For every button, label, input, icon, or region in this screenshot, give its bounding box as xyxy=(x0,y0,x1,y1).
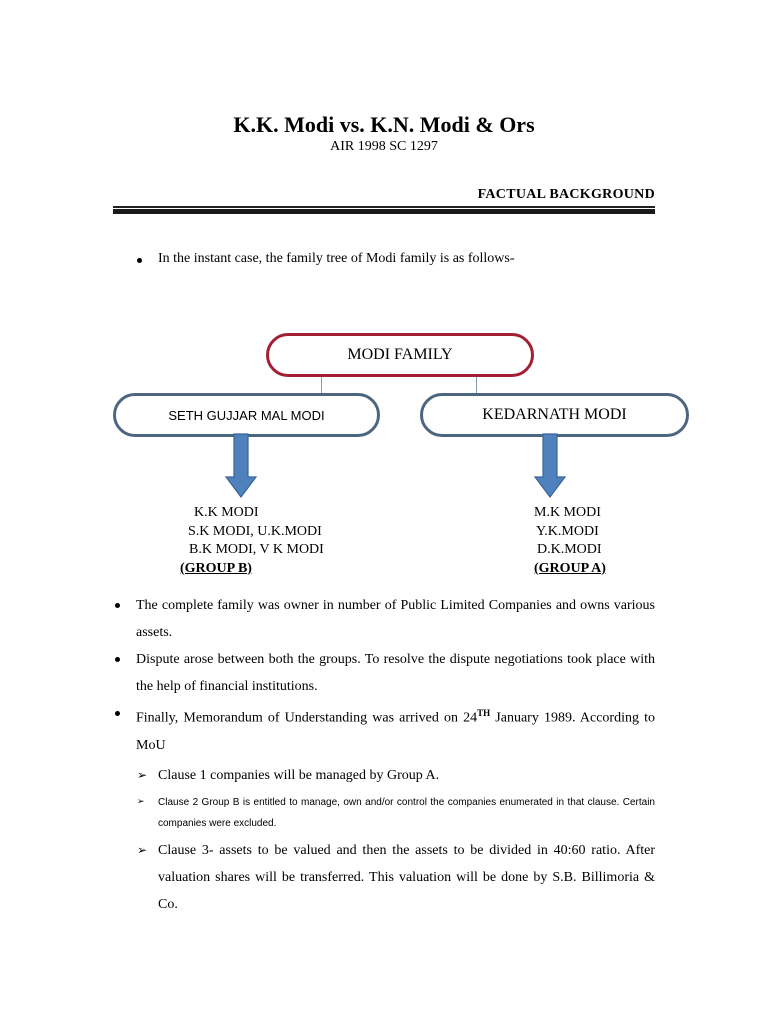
clause-text: Clause 2 Group B is entitled to manage, own and/or control the companies enumerated in that clause. Certain companies were excluded. xyxy=(158,796,655,829)
clause-item xyxy=(113,762,655,789)
list-item xyxy=(113,700,655,759)
list-item xyxy=(113,592,655,646)
bullet-icon xyxy=(137,258,142,263)
bullet-text: Dispute arose between both the groups. To resolve the dispute negotiations took place with the help of financial institutions. xyxy=(136,652,655,694)
bullet-icon xyxy=(115,603,120,608)
arrow-head-icon: ➢ xyxy=(137,842,148,857)
clause-item xyxy=(113,837,655,918)
member-name: D.K.MODI xyxy=(537,542,602,557)
divider-thin xyxy=(113,206,655,208)
family-root-label: MODI FAMILY xyxy=(347,346,453,363)
mou-superscript: TH xyxy=(477,708,491,718)
citation: AIR 1998 SC 1297 xyxy=(330,139,438,154)
mou-text-after: January 1989. According to MoU xyxy=(136,710,655,753)
bullet-icon xyxy=(115,711,120,716)
family-root-node xyxy=(266,333,534,377)
list-item xyxy=(113,646,655,700)
clause-text: Clause 1 companies will be managed by Group A. xyxy=(158,767,440,783)
member-name: S.K MODI, U.K.MODI xyxy=(188,523,322,539)
down-arrow-icon xyxy=(533,433,567,499)
right-branch-node xyxy=(420,393,689,437)
down-arrow-icon xyxy=(224,433,258,499)
group-a-members xyxy=(534,504,606,578)
divider-thick xyxy=(113,209,655,214)
arrow-head-icon: ➢ xyxy=(137,796,145,807)
document-title: K.K. Modi vs. K.N. Modi & Ors xyxy=(233,112,535,137)
group-a-label: (GROUP A) xyxy=(534,560,606,576)
mou-text-before: Finally, Memorandum of Understanding was arrived on 24 xyxy=(136,710,478,726)
bullet-text: The complete family was owner in number of Public Limited Companies and owns various assets. xyxy=(136,598,655,640)
clause-item xyxy=(113,792,655,834)
right-branch-label: KEDARNATH MODI xyxy=(482,406,627,423)
left-branch-node xyxy=(113,393,380,437)
member-name: Y.K.MODI xyxy=(536,523,599,539)
group-b-label: (GROUP B) xyxy=(180,560,252,576)
member-name: K.K MODI xyxy=(194,505,259,520)
intro-text: In the instant case, the family tree of Modi family is as follows- xyxy=(158,251,515,266)
left-branch-label: SETH GUJJAR MAL MODI xyxy=(168,407,325,423)
background-bullets xyxy=(113,592,655,918)
group-b-members xyxy=(180,504,324,578)
member-name: B.K MODI, V K MODI xyxy=(189,542,324,557)
bullet-icon xyxy=(115,657,120,662)
clause-text: Clause 3- assets to be valued and then the assets to be divided in 40:60 ratio. After valuation shares will be transferred. This valuation will be done by S.B. Billimoria & Co. xyxy=(158,842,655,912)
member-name: M.K MODI xyxy=(534,505,601,520)
arrow-head-icon: ➢ xyxy=(137,767,148,782)
section-heading: FACTUAL BACKGROUND xyxy=(477,187,655,202)
